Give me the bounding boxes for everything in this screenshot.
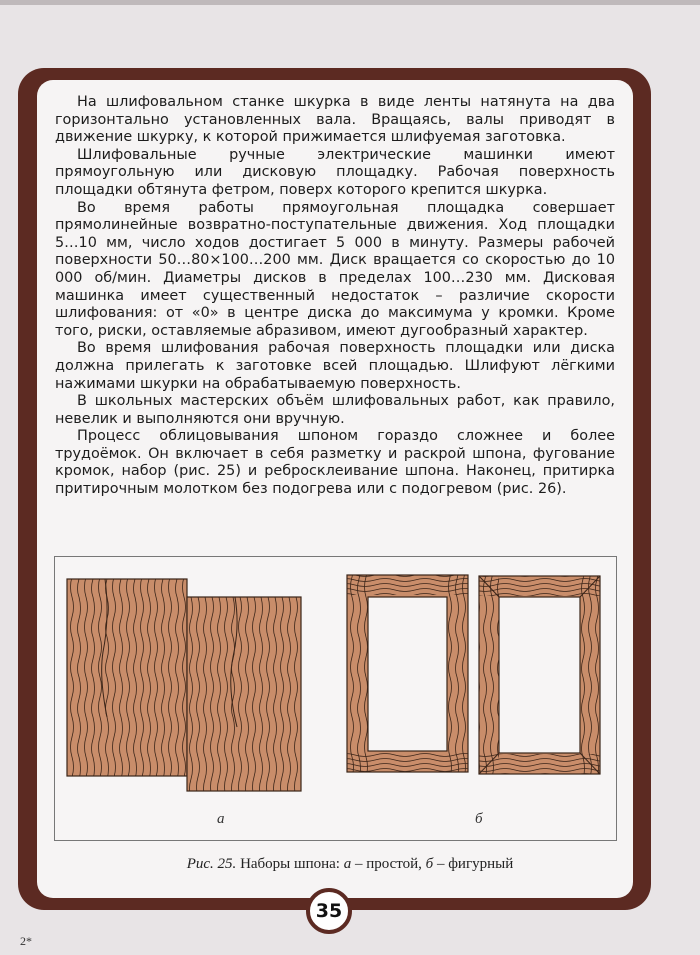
figure-25: [54, 556, 617, 841]
figure-label-a: а: [217, 811, 225, 827]
wood-grain: [187, 597, 301, 791]
paragraph: Во время работы прямоугольная площадка совершает прямолинейные возвратно-поступательные движения. Ход площадки 5…10 мм, число ходов достигает 5 000 в минуту. Размеры рабочей поверхности 50…80×100…200 мм. Диск вращается со скоростью до 10 000 об/мин. Диаметры дисков в пределах 100…230 мм. Дисковая машинка имеет существенный недостаток – различие скорости шлифования: от «0» в центре диска до максимума у кромки. Кроме того, риски, оставляемые абразивом, имеют дугообразный характер.: [55, 199, 615, 339]
paragraph: В школьных мастерских объём шлифовальных работ, как правило, невелик и выполняются они вручную.: [55, 393, 615, 427]
figured-veneer-frame-2: [479, 576, 600, 774]
paragraph: На шлифовальном станке шкурка в виде ленты натянута на два горизонтально установленных вала. Вращаясь, валы приводят в движение шкурку, к которой прижимается шлифуемая заготовка.: [55, 94, 615, 146]
caption-end: – фигурный: [433, 856, 514, 872]
body-text: [55, 94, 615, 499]
figured-veneer-frame-1: [347, 575, 468, 772]
signature-mark: 2*: [20, 934, 32, 948]
caption-mid: – простой,: [351, 856, 426, 872]
figure-caption: [0, 856, 700, 873]
simple-veneer-set: [67, 579, 301, 791]
caption-b: б: [425, 856, 434, 872]
figure-label-b: б: [475, 811, 483, 827]
caption-text: Наборы шпона:: [236, 856, 344, 872]
paragraph: Шлифовальные ручные электрические машинки имеют прямоугольную или дисковую площадку. Рабочая поверхность площадки обтянута фетром, поверх которого крепится шкурка.: [55, 146, 615, 198]
paragraph: Во время шлифования рабочая поверхность площадки или диска должна прилегать к заготовке всей площадью. Шлифуют лёгкими нажимами шкурки на обрабатываемую поверхность.: [55, 340, 615, 392]
top-edge: [0, 0, 700, 5]
caption-ref: Рис. 25.: [186, 856, 237, 872]
caption-a: а: [343, 856, 352, 872]
veneer-illustration: [55, 557, 616, 840]
paragraph: Процесс облицовывания шпоном гораздо сложнее и более трудоёмок. Он включает в себя разметку и раскрой шпона, фугование кромок, набор (рис. 25) и ребросклеивание шпона. Наконец, притирка притирочным молотком без подогрева или с подогревом (рис. 26).: [55, 428, 615, 498]
page-number: 35: [306, 888, 352, 934]
wood-grain: [67, 579, 187, 776]
